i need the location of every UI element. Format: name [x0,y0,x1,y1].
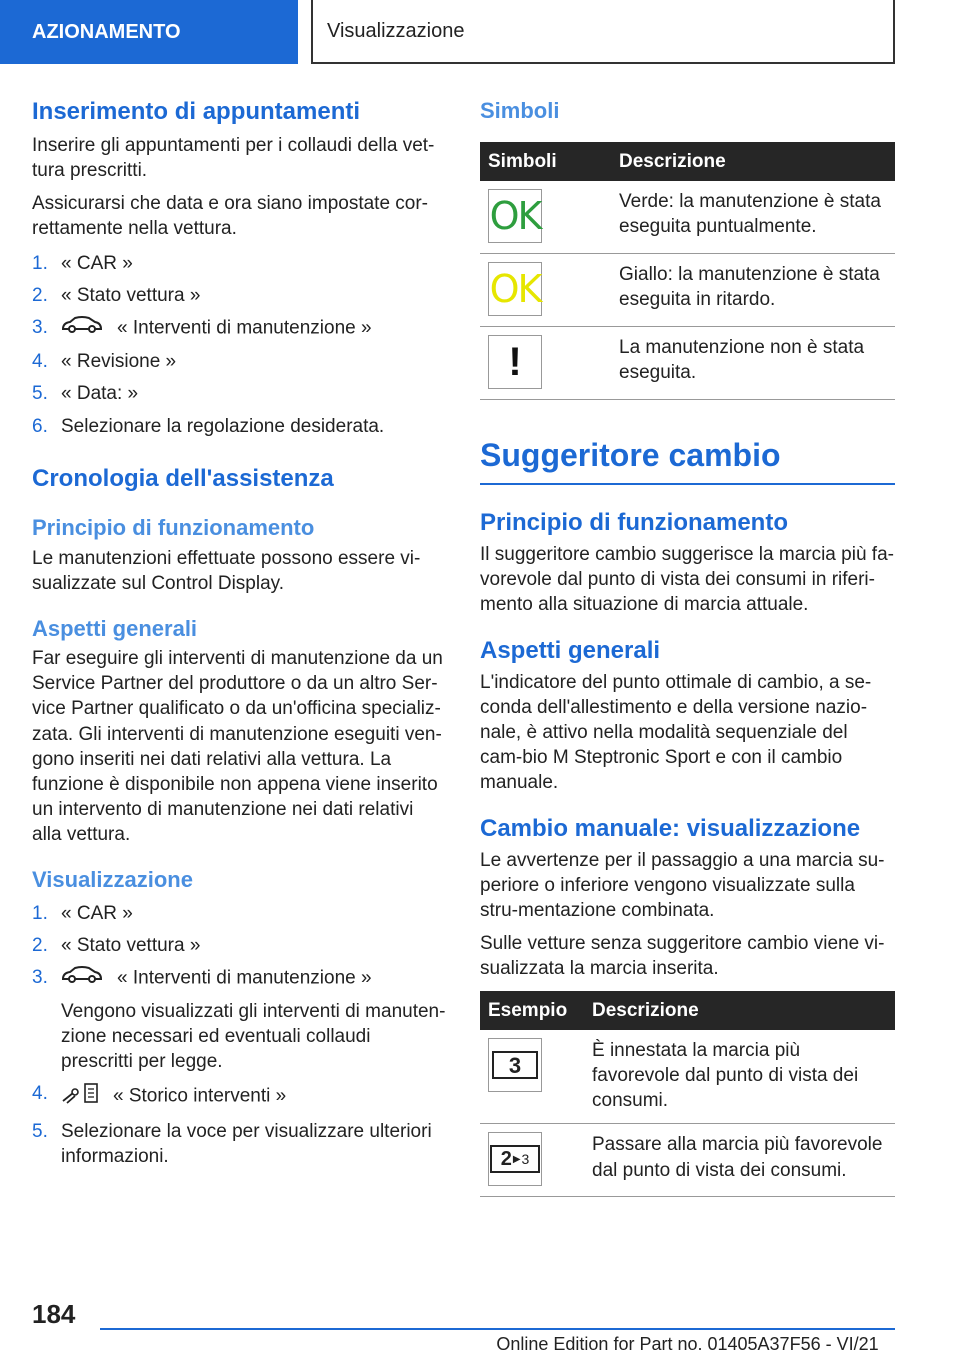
subheading-visualizzazione: Visualizzazione [32,866,193,892]
list-item: 2. « Stato vettura » [32,285,201,307]
section-tab [0,0,298,64]
right-column [480,98,895,1197]
exclamation-icon [488,335,542,389]
table-cell: Passare alla marcia più favorevole dal punto di vista dei consumi. [584,1124,895,1197]
symbol-label: 3 [508,1052,522,1078]
table-row [480,254,895,327]
subheading-principio: Principio di funzionamento [32,515,315,541]
paragraph: Sulle vetture senza suggeritore cambio viene vi-sualizzata la marcia inserita. [480,933,885,980]
symbol-label: OK [489,267,541,312]
gear-display-symbol [488,1038,542,1092]
paragraph: L'indicatore del punto ottimale di cambio, a se-conda dell'allestimento e della versione nazio-nale, è attivo nella modalità sequenziale del cam-bio M Steptronic Sport e con il cambio manuale. [480,671,872,793]
heading-inserimento: Inserimento di appuntamenti [32,98,361,125]
section-title: AZIONAMENTO [32,20,181,43]
paragraph: Il suggeritore cambio suggerisce la marcia più fa-vorevole dal punto di vista dei consumi in riferi-mento alla situazione di marcia attuale. [480,543,894,615]
list-item: 5. Selezionare la voce per visualizzare ulteriori informazioni. [32,1120,432,1167]
subheading-aspetti: Aspetti generali [32,615,198,641]
symbol-label: 2 [500,1148,512,1171]
paragraph: Far eseguire gli interventi di manutenzione da un Service Partner del produttore o da un altro Ser-vice Partner qualificato o da un'officina specializ-zata. Gli interventi di manutenzione eseguiti ven-gono inseriti nei dati relativi alla vettura. La funzione è disponibile non appena viene inserito un intervento di manutenzione nei dati relativi alla vettura. [32,648,443,845]
heading-suggeritore: Suggeritore cambio [480,436,895,484]
arrow-right-icon: ▶ [512,1153,521,1165]
list-item: 4. « Revisione » [32,351,177,373]
table-row [480,1030,895,1124]
table-cell: È innestata la marcia più favorevole dal punto di vista dei consumi. [584,1030,895,1124]
table-cell: La manutenzione non è stata eseguita. [611,327,895,400]
list-item: 1. « CAR » [32,253,133,275]
table-row [480,327,895,400]
chapter-tab [311,0,895,64]
subheading-aspetti: Aspetti generali [480,636,661,664]
list-item: 3. « Interventi di manutenzione » Vengono visualizzati gli interventi di manuten-zione necessari ed eventuali collaudi prescritti per legge. [32,967,446,1072]
page-number: 184 [32,1299,76,1329]
column-header: Descrizione [584,991,895,1030]
list-item: 5. « Data: » [32,383,139,405]
column-header: Descrizione [611,142,895,181]
table-header-row [480,142,895,181]
example-table [480,991,895,1197]
list-item: 1. « CAR » [32,903,133,925]
edition-note: Online Edition for Part no. 01405A37F56 - VI/21 [496,1334,879,1354]
paragraph: Inserire gli appuntamenti per i collaudi della vet-tura prescritti. [32,134,435,181]
column-header: Simboli [480,142,611,181]
ok-green-symbol [488,189,542,243]
footer-divider [100,1328,895,1330]
subheading-cambio-manuale: Cambio manuale: visualizzazione [480,815,861,842]
ok-yellow-symbol [488,262,542,316]
paragraph: Le manutenzioni effettuate possono essere vi-sualizzate sul Control Display. [32,547,421,594]
car-icon [61,315,103,342]
table-header-row [480,991,895,1030]
table-row [480,181,895,254]
table-cell: Verde: la manutenzione è stata eseguita puntualmente. [611,181,895,254]
list-item: 3. « Interventi di manutenzione » [32,315,447,342]
symbol-label: OK [489,194,541,239]
list-item: 2. « Stato vettura » [32,935,201,957]
car-icon [61,965,103,992]
steps-list-1 [32,251,447,438]
table-row [480,1124,895,1197]
table-cell: Giallo: la manutenzione è stata eseguita in ritardo. [611,254,895,327]
heading-simboli: Simboli [480,98,560,123]
steps-list-2 [32,901,447,1169]
shift-up-symbol [488,1132,542,1186]
chapter-title: Visualizzazione [327,19,465,42]
left-column [32,98,447,1176]
heading-cronologia: Cronologia dell'assistenza [32,464,334,492]
list-item: 6. Selezionare la regolazione desiderata. [32,415,385,437]
service-history-icon [61,1081,99,1112]
subheading-principio: Principio di funzionamento [480,508,788,536]
list-item: 4. « Storico interventi » [32,1081,447,1112]
symbols-table [480,142,895,400]
column-header: Esempio [480,991,584,1030]
paragraph: Assicurarsi che data e ora siano impostate cor-rettamente nella vettura. [32,192,429,240]
symbol-label: ! [508,340,522,384]
paragraph: Le avvertenze per il passaggio a una marcia su-periore o inferiore vengono visualizzate sulla stru-mentazione combinata. [480,849,885,921]
symbol-label: 3 [521,1151,530,1168]
